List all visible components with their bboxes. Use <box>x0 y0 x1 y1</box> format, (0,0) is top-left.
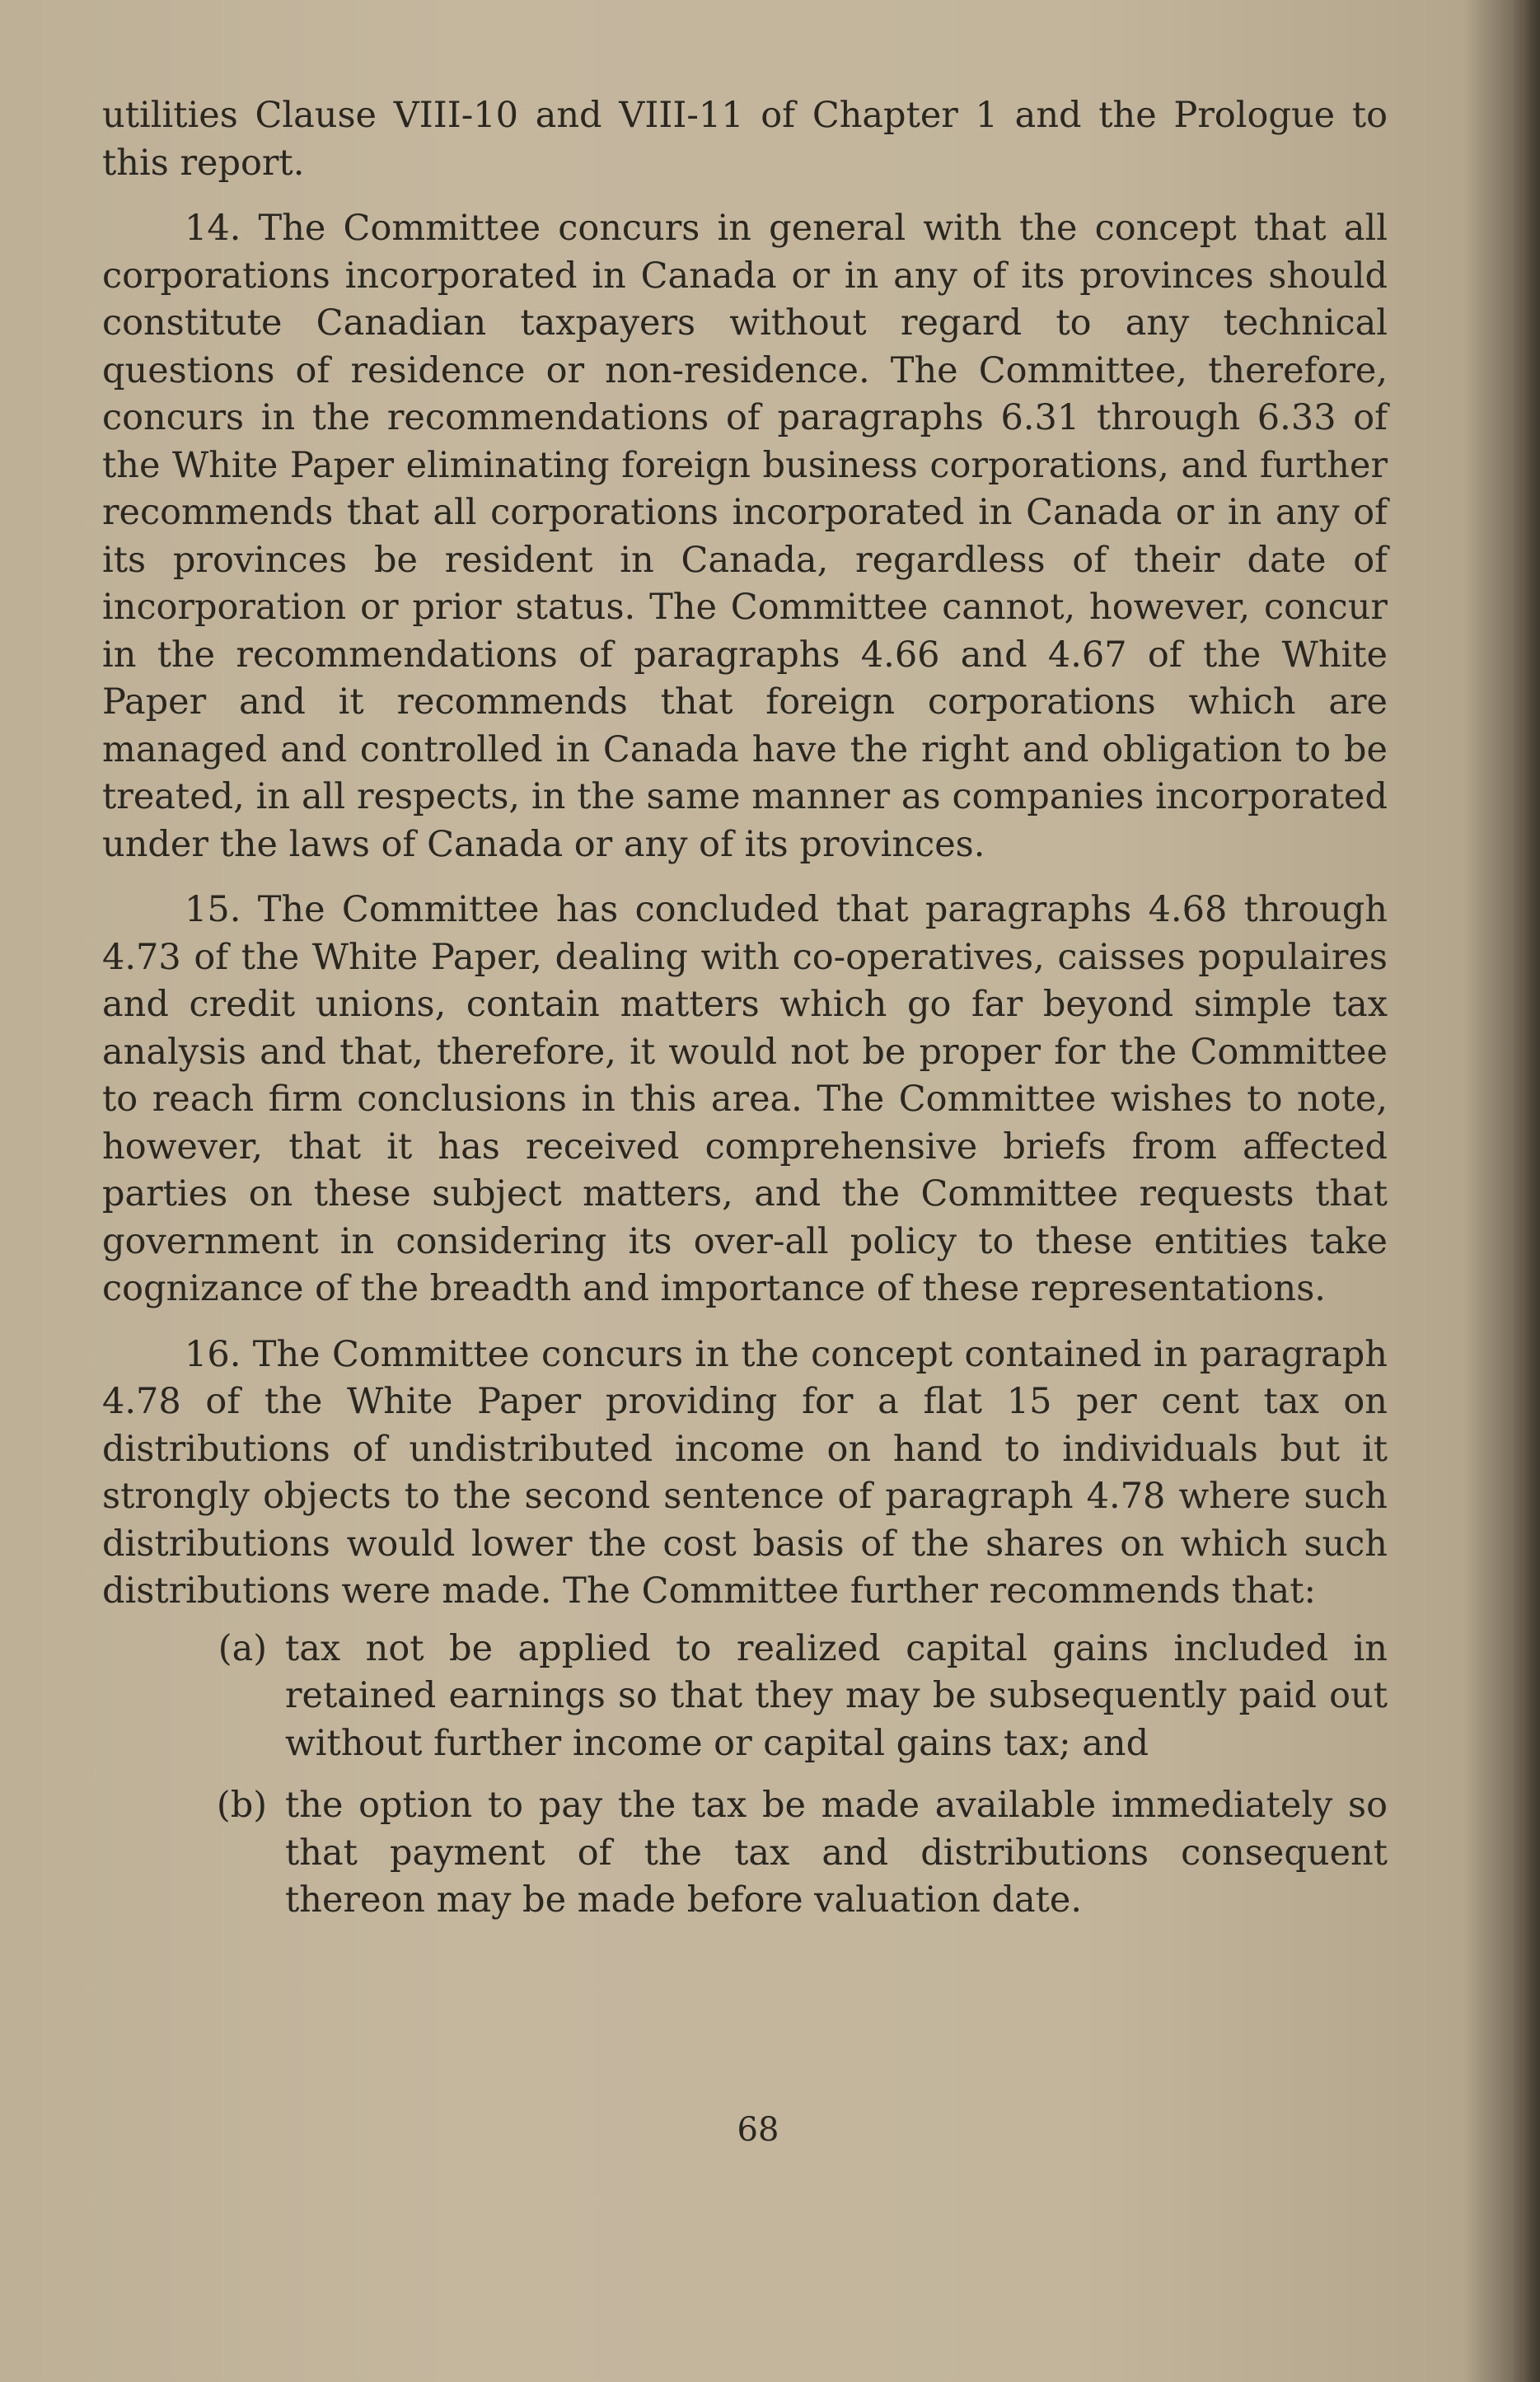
list-marker: (b) <box>216 1785 267 1826</box>
list-item <box>102 1626 1388 1768</box>
paragraph-15: 15. The Committee has concluded that paragraphs 4.68 through 4.73 of the White Paper, dealing with co-operatives, caisses populaires and credit unions, contain matters which go far beyond simple tax analysis and that, therefore, it would not be proper for the Committee to reach firm conclusions in this area. The Committee wishes to note, however, that it has received comprehensive briefs from affected parties on these subject matters, and the Committee requests that government in considering its over-all policy to these entities take cognizance of the breadth and importance of these representations. <box>102 889 1388 1309</box>
paragraph-16: 16. The Committee concurs in the concept contained in paragraph 4.78 of the White Paper providing for a flat 15 per cent tax on distributions of undistributed income on hand to individuals but it strongly objects to the second sentence of paragraph 4.78 where such distributions would lower the cost basis of the shares on which such distributions were made. The Committee further recommends that: <box>102 1333 1388 1612</box>
recommendation-list <box>102 1626 1388 1925</box>
list-marker: (a) <box>218 1627 267 1669</box>
paragraph-14: 14. The Committee concurs in general with the concept that all corporations incorporated in Canada or in any of its provinces should constitute Canadian taxpayers without regard to any technical questions of residence or non-residence. The Committee, therefore, concurs in the recommendations of paragraphs 6.31 through 6.33 of the White Paper eliminating foreign business corporations, and further recommends that all corporations incorporated in Canada or in any of its provinces be resident in Canada, regardless of their date of incorporation or prior status. The Committee cannot, however, concur in the recommendations of paragraphs 4.66 and 4.67 of the White Paper and it recommends that foreign corporations which are managed and controlled in Canada have the right and obligation to be treated, in all respects, in the same manner as companies incorporated under the laws of Canada or any of its provinces. <box>102 208 1388 865</box>
binding-edge-shadow <box>1512 0 1540 2382</box>
body-text <box>102 92 1388 1940</box>
page-number: 68 <box>737 2111 779 2149</box>
list-item <box>102 1782 1388 1925</box>
list-item-text: tax not be applied to realized capital gains included in retained earnings so that they may be subsequently paid out without further income or capital gains tax; and <box>285 1627 1388 1764</box>
list-item-text: the option to pay the tax be made available immediately so that payment of the tax and distributions consequent thereon may be made before valuation date. <box>285 1785 1388 1921</box>
paragraph-continued: utilities Clause VIII-10 and VIII-11 of Chapter 1 and the Prologue to this report. <box>102 95 1388 184</box>
